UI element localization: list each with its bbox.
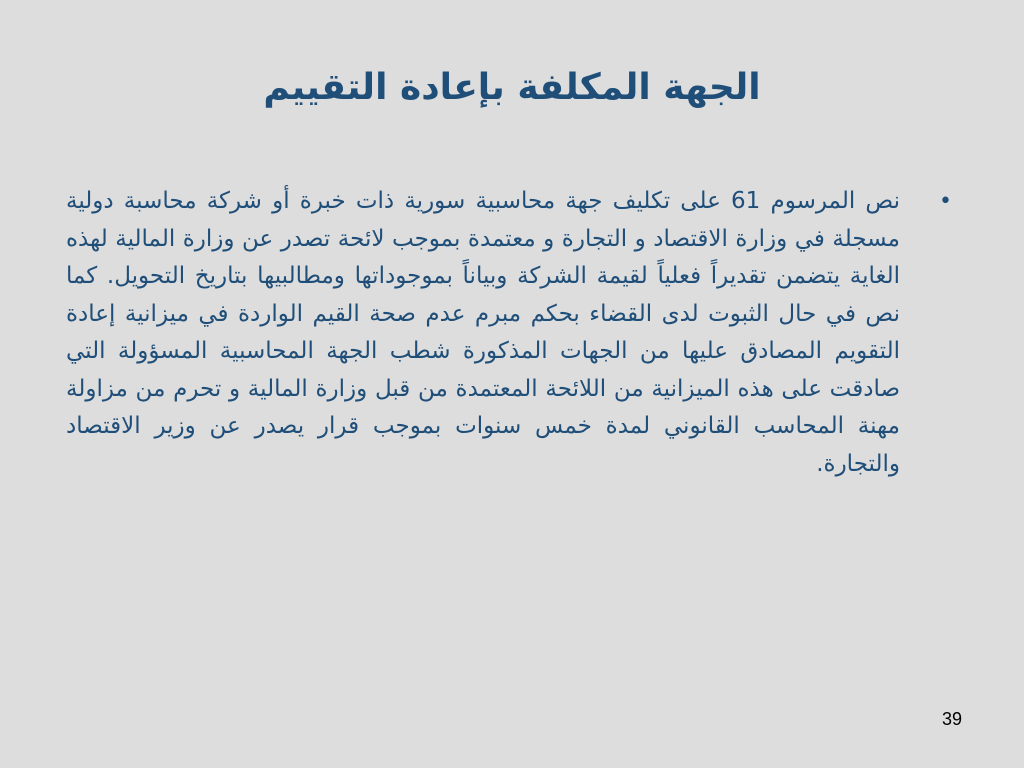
bullet-list: [66, 183, 952, 483]
slide-title: الجهة المكلفة بإعادة التقييم: [263, 67, 761, 108]
page-number: 39: [941, 709, 962, 729]
bullet-icon: •: [939, 189, 952, 214]
bullet-item: [66, 183, 952, 483]
bullet-text: نص المرسوم 61 على تكليف جهة محاسبية سورية ذات خبرة أو شركة محاسبة دولية مسجلة في وزارة الاقتصاد و التجارة و معتمدة بموجب لائحة تصدر عن وزارة المالية لهذه الغاية يتضمن تقديراً فعلياً لقيمة الشركة وبياناً بموجوداتها ومطالبيها بتاريخ التحويل. كما نص في حال الثبوت لدى القضاء بحكم مبرم عدم صحة القيم الواردة في ميزانية إعادة التقويم المصادق عليها من الجهات المذكورة شطب الجهة المحاسبية المسؤولة التي صادقت على هذه الميزانية من اللائحة المعتمدة من قبل وزارة المالية و تحرم من مزاولة مهنة المحاسب القانوني لمدة خمس سنوات بموجب قرار يصدر عن وزير الاقتصاد والتجارة.: [66, 188, 900, 477]
